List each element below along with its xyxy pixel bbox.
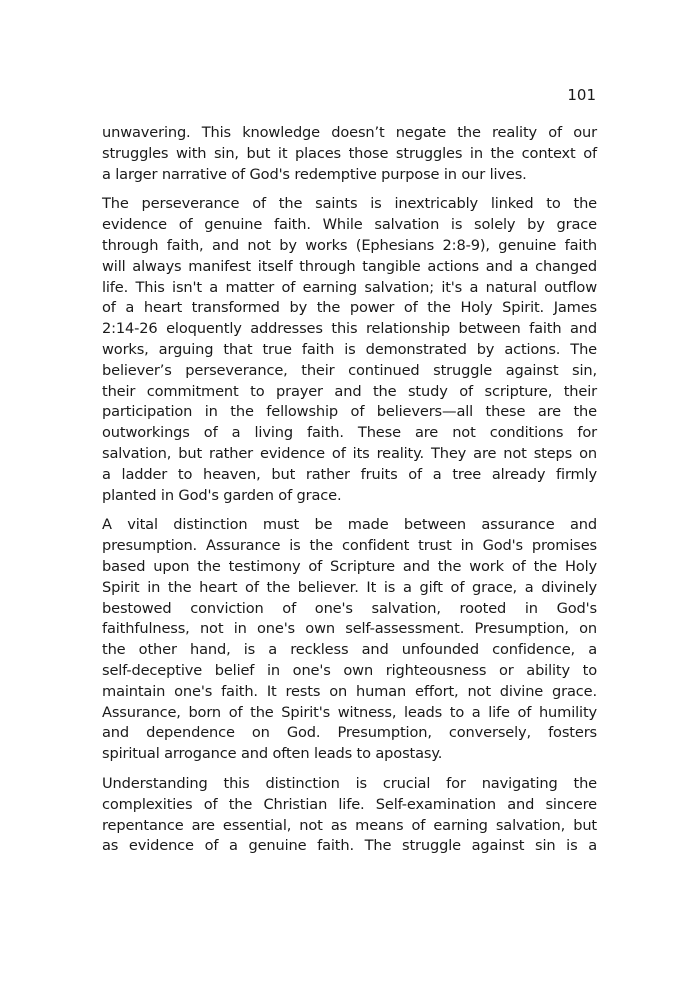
- paragraph-2: [102, 194, 597, 506]
- text-line: will always manifest itself through tangible actions and a changed: [102, 257, 597, 275]
- text-line: faithfulness, not in one's own self-assessment. Presumption, on: [102, 620, 597, 638]
- text-line: their commitment to prayer and the study of scripture, their: [102, 382, 597, 400]
- text-line: evidence of genuine faith. While salvation is solely by grace: [102, 216, 597, 234]
- text-line: as evidence of a genuine faith. The struggle against sin is a: [102, 837, 597, 855]
- text-line: participation in the fellowship of believers—all these are the: [102, 403, 597, 421]
- text-line: presumption. Assurance is the confident trust in God's promises: [102, 537, 597, 555]
- text-line: maintain one's faith. It rests on human effort, not divine grace.: [102, 682, 597, 700]
- paragraph-1: [102, 123, 597, 185]
- text-line: of a heart transformed by the power of the Holy Spirit. James: [102, 299, 597, 317]
- page-number: 101: [567, 86, 596, 104]
- text-line: bestowed conviction of one's salvation, rooted in God's: [102, 599, 597, 617]
- text-line: The perseverance of the saints is inextricably linked to the: [102, 195, 597, 213]
- text-line: life. This isn't a matter of earning salvation; it's a natural outflow: [102, 278, 597, 296]
- text-line: Understanding this distinction is crucial for navigating the: [102, 774, 597, 792]
- text-line: and dependence on God. Presumption, conversely, fosters: [102, 724, 597, 742]
- text-line: self-deceptive belief in one's own righteousness or ability to: [102, 661, 597, 679]
- text-line: struggles with sin, but it places those struggles in the context of: [102, 144, 597, 162]
- text-line: Assurance, born of the Spirit's witness, leads to a life of humility: [102, 703, 597, 721]
- text-line: spiritual arrogance and often leads to apostasy.: [102, 745, 443, 763]
- text-line: 2:14-26 eloquently addresses this relationship between faith and: [102, 320, 597, 338]
- text-line: based upon the testimony of Scripture and the work of the Holy: [102, 557, 597, 575]
- text-line: a ladder to heaven, but rather fruits of a tree already firmly: [102, 465, 597, 483]
- text-line: A vital distinction must be made between assurance and: [102, 516, 597, 534]
- paragraph-3: [102, 515, 597, 765]
- text-line: Spirit in the heart of the believer. It is a gift of grace, a divinely: [102, 578, 597, 596]
- page-body: [102, 123, 597, 866]
- paragraph-4: [102, 774, 597, 857]
- text-line: a larger narrative of God's redemptive purpose in our lives.: [102, 165, 527, 183]
- text-line: repentance are essential, not as means of earning salvation, but: [102, 816, 597, 834]
- text-line: complexities of the Christian life. Self-examination and sincere: [102, 795, 597, 813]
- text-line: planted in God's garden of grace.: [102, 486, 342, 504]
- text-line: works, arguing that true faith is demonstrated by actions. The: [102, 340, 597, 358]
- text-line: outworkings of a living faith. These are not conditions for: [102, 424, 597, 442]
- text-line: through faith, and not by works (Ephesians 2:8-9), genuine faith: [102, 236, 597, 254]
- text-line: unwavering. This knowledge doesn’t negate the reality of our: [102, 124, 597, 141]
- text-line: salvation, but rather evidence of its reality. They are not steps on: [102, 444, 597, 462]
- text-line: the other hand, is a reckless and unfounded confidence, a: [102, 641, 597, 659]
- text-line: believer’s perseverance, their continued struggle against sin,: [102, 361, 597, 379]
